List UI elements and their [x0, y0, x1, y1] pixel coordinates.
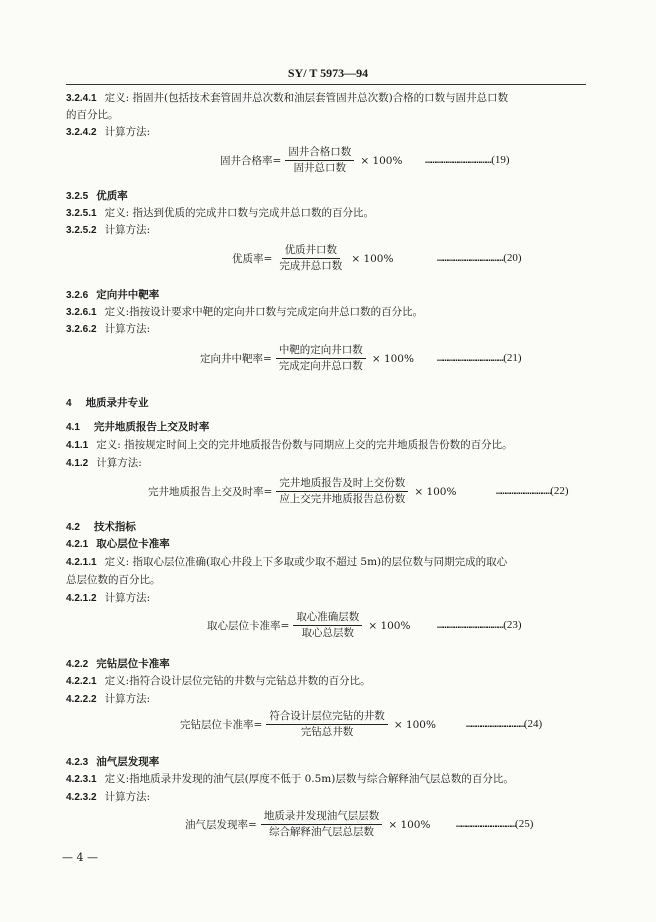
equation-number: (23): [503, 619, 522, 631]
clause-number: 4.2.3.1: [66, 774, 97, 785]
text-line: [66, 591, 596, 606]
clause-number: 4.1.2: [66, 458, 89, 469]
section-heading: [66, 288, 596, 303]
text-line: [66, 305, 596, 320]
section-heading: [66, 189, 596, 204]
page-number: — 4 —: [62, 851, 98, 864]
clause-number: 3.2.5.2: [66, 225, 97, 236]
formula-20: [232, 244, 393, 273]
heading-text: 完井地质报告上交及时率: [93, 421, 210, 433]
multiplier: × 100%: [388, 818, 431, 831]
multiplier: × 100%: [351, 252, 394, 265]
heading-text: 油气层发现率: [96, 756, 160, 768]
clause-number: 3.2.6: [66, 290, 89, 301]
text-line: [66, 772, 596, 787]
formula-lhs: 完钻层位卡准率=: [180, 719, 263, 731]
clause-text: 定义: 指按规定时间上交的完井地质报告份数与同期应上交的完井地质报告份数的百分比。: [96, 439, 513, 451]
clause-number: 3.2.4.1: [66, 93, 97, 104]
multiplier: × 100%: [368, 619, 411, 632]
multiplier: × 100%: [360, 154, 403, 167]
leader-dots: ………………………………(21): [437, 352, 522, 364]
clause-number: 3.2.4.2: [66, 127, 97, 138]
numerator: 取心准确层数: [293, 611, 362, 626]
clause-number: 4.2.1.2: [66, 593, 97, 604]
clause-number: 4.2.2: [66, 659, 89, 670]
clause-number: 4: [66, 398, 72, 409]
equation-number: (19): [491, 154, 510, 166]
leader-dots: ………………………………(25): [456, 818, 534, 830]
denominator: 应上交完井地质报告总份数: [279, 493, 406, 505]
multiplier: × 100%: [414, 485, 457, 498]
text-line: [66, 555, 596, 570]
numerator: 地质录井发现油气层层数: [261, 810, 383, 825]
clause-text: 定义:指地质录井发现的油气层(厚度不低于 0.5m)层数与综合解释油气层总数的百分比。: [104, 773, 514, 785]
clause-text: 定义:指符合设计层位完钻的井数与完钻总井数的百分比。: [104, 675, 371, 687]
text-line: [66, 91, 596, 106]
clause-text: 计算方法:: [104, 592, 151, 604]
clause-number: 4.1.1: [66, 440, 89, 451]
formula-21: [200, 344, 414, 373]
denominator: 取心总层数: [301, 627, 355, 639]
equation-number: (24): [523, 718, 543, 730]
clause-text: 计算方法:: [104, 693, 151, 705]
text-line: [66, 674, 596, 689]
heading-text: 优质率: [96, 190, 128, 202]
formula-25: [185, 810, 430, 839]
page-header: SY/ T 5973—94: [287, 66, 369, 80]
multiplier: × 100%: [371, 352, 414, 365]
denominator: 完钻总井数: [300, 726, 354, 738]
section-heading: [66, 520, 596, 535]
denominator: 固井总口数: [293, 162, 347, 174]
header-rule: [66, 84, 586, 85]
section-heading: [66, 657, 596, 672]
clause-number: 4.2: [66, 522, 80, 533]
clause-number: 4.2.2.1: [66, 676, 97, 687]
clause-text: 定义: 指取心层位准确(取心井段上下多取或少取不超过 5m)的层位数与同期完成的取心: [104, 556, 508, 568]
numerator: 符合设计层位完钻的井数: [266, 710, 388, 725]
formula-lhs: 油气层发现率=: [185, 819, 257, 831]
fraction: [261, 810, 383, 839]
heading-text: 取心层位卡准率: [96, 538, 170, 550]
fraction: [276, 344, 366, 373]
clause-text: 计算方法:: [104, 224, 151, 236]
clause-text: 的百分比。: [66, 109, 119, 121]
equation-number: (21): [503, 352, 522, 364]
multiplier: × 100%: [393, 718, 436, 731]
clause-number: 3.2.6.1: [66, 307, 97, 318]
formula-lhs: 定向井中靶率=: [200, 353, 272, 365]
fraction: [276, 244, 345, 273]
equation-number: (20): [503, 252, 522, 264]
numerator: 固井合格口数: [285, 146, 354, 161]
clause-number: 4.2.3.2: [66, 792, 97, 803]
clause-number: 4.1: [66, 422, 80, 433]
fraction: [266, 710, 388, 739]
clause-text: 定义:指按设计要求中靶的定向井口数与完成定向井总口数的百分比。: [104, 306, 424, 318]
formula-22: [148, 477, 456, 506]
section-heading: [66, 537, 596, 552]
denominator: 综合解释油气层总层数: [269, 826, 375, 838]
heading-text: 完钻层位卡准率: [96, 658, 170, 670]
leader-dots: ………………………………(22): [496, 485, 569, 497]
clause-text: 总层位数的百分比。: [66, 574, 161, 586]
formula-lhs: 固井合格率=: [220, 155, 282, 167]
heading-text: 技术指标: [93, 521, 136, 533]
leader-dots: ………………………………(20): [437, 252, 522, 264]
clause-text: 计算方法:: [96, 457, 142, 469]
formula-19: [220, 146, 402, 175]
text-line: [66, 790, 596, 805]
text-line: [66, 223, 596, 238]
text-line: [66, 573, 596, 588]
text-line: [66, 108, 596, 123]
formula-lhs: 取心层位卡准率=: [207, 620, 290, 632]
formula-23: [207, 611, 410, 640]
clause-number: 4.2.1.1: [66, 557, 97, 568]
clause-text: 计算方法:: [104, 323, 151, 335]
leader-dots: ………………………………(24): [466, 718, 543, 730]
text-line: [66, 206, 596, 221]
formula-24: [180, 710, 436, 739]
fraction: [285, 146, 354, 175]
clause-text: 定义: 指固井(包括技术套管固井总次数和油层套管固井总次数)合格的口数与固井总口数: [104, 92, 509, 104]
text-line: [66, 322, 596, 337]
equation-number: (22): [550, 485, 569, 497]
text-line: [66, 125, 596, 140]
denominator: 完成井总口数: [279, 260, 343, 272]
heading-text: 定向井中靶率: [96, 289, 160, 301]
clause-number: 4.2.1: [66, 539, 89, 550]
formula-lhs: 优质率=: [232, 253, 273, 265]
text-line: [66, 692, 596, 707]
clause-number: 3.2.5: [66, 191, 89, 202]
clause-number: 3.2.6.2: [66, 324, 97, 335]
formula-lhs: 完井地质报告上交及时率=: [148, 486, 273, 498]
numerator: 中靶的定向井口数: [276, 344, 366, 359]
numerator: 优质井口数: [282, 244, 341, 259]
fraction: [276, 477, 408, 506]
text-line: [66, 438, 596, 453]
heading-text: 地质录井专业: [85, 397, 149, 409]
clause-text: 计算方法:: [104, 791, 151, 803]
clause-number: 4.2.3: [66, 757, 89, 768]
section-heading: [66, 420, 596, 435]
leader-dots: ………………………………(23): [437, 619, 522, 631]
fraction: [293, 611, 362, 640]
equation-number: (25): [515, 818, 534, 830]
text-line: [66, 456, 596, 471]
section-heading: [66, 755, 596, 770]
numerator: 完井地质报告及时上交份数: [276, 477, 408, 492]
leader-dots: ………………………………(19): [425, 154, 510, 166]
clause-number: 3.2.5.1: [66, 208, 97, 219]
denominator: 完成定向井总口数: [278, 360, 363, 372]
clause-text: 计算方法:: [104, 126, 151, 138]
section-heading: [66, 396, 596, 411]
clause-text: 定义: 指达到优质的完成井口数与完成井总口数的百分比。: [104, 207, 374, 219]
clause-number: 4.2.2.2: [66, 694, 97, 705]
